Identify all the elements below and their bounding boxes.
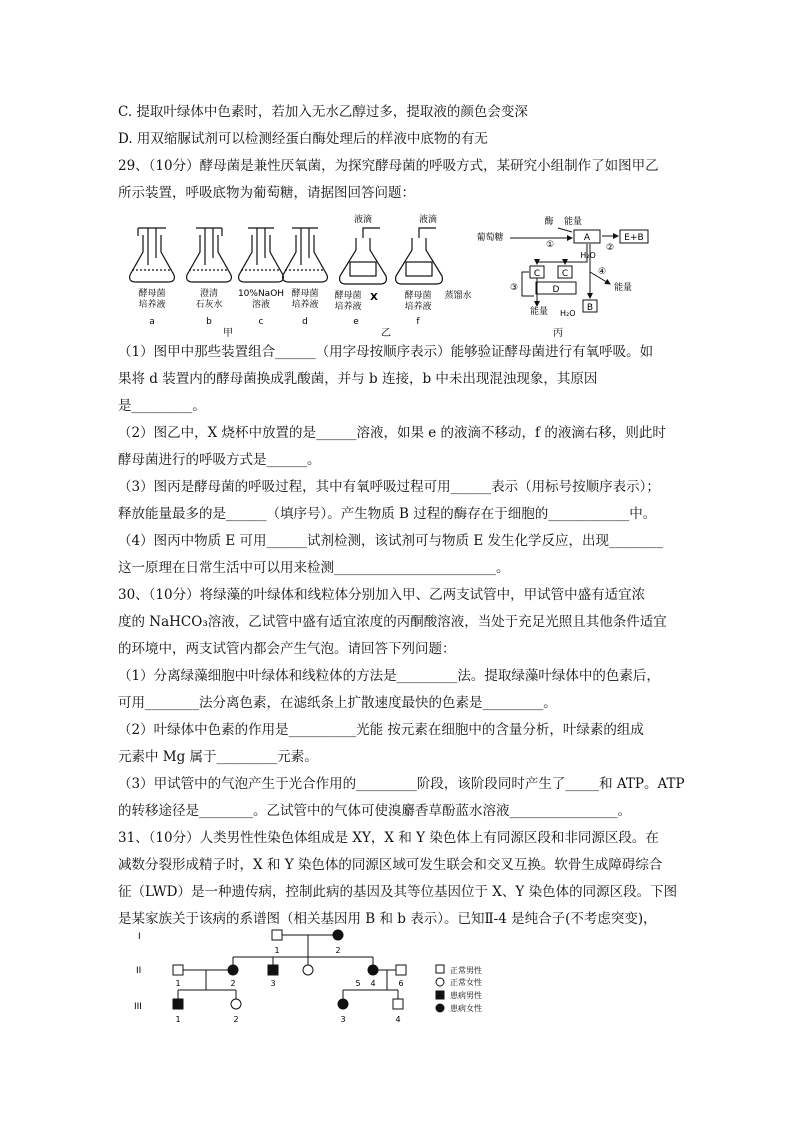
- pedigree-II3: [268, 965, 278, 975]
- pedigree-II4: [368, 965, 378, 975]
- flask-f-label2: 培养液: [404, 302, 432, 312]
- pathway-D: D: [552, 285, 560, 295]
- option-d: D. 用双缩脲试剂可以检测经蛋白酶处理后的样液中底物的有无: [118, 131, 488, 147]
- pathway-n2: ②: [605, 243, 615, 253]
- distilled-water-label: 蒸馏水: [444, 291, 472, 301]
- q29-stem-line2: 所示装置，呼吸底物为葡萄糖，请据图回答问题：: [118, 185, 415, 201]
- pedigree-III1: [173, 999, 183, 1009]
- pathway-h2o-bottom: H₂O: [560, 309, 576, 318]
- q29-2-line1: （2）图乙中，X 烧杯中放置的是______溶液，如果 e 的液滴不移动，f 的液滴右移，则此时: [118, 425, 666, 441]
- flask-d-letter: d: [302, 317, 308, 327]
- glucose-label: 葡萄糖: [476, 233, 504, 243]
- q29-4-line1: （4）图丙中物质 E 可用______试剂检测，该试剂可与物质 E 发生化学反应，出现________: [118, 533, 663, 549]
- pathway-A: A: [583, 233, 591, 243]
- q30-2-line2: 元素中 Mg 属于_________元素。: [118, 749, 318, 765]
- energy-label-right: 能量: [614, 283, 633, 293]
- apparatus-figure: [118, 210, 678, 340]
- q29-stem-line1: 29、（10分）酵母菌是兼性厌氧菌，为探究酵母菌的呼吸方式，某研究小组制作了如图甲乙: [118, 158, 659, 174]
- pedigree-II6: [396, 965, 406, 975]
- caption-yi: 乙: [381, 328, 391, 339]
- pedigree-II1: [173, 965, 183, 975]
- q31-stem-line3: 征（LWD）是一种遗传病，控制此病的基因及其等位基因位于 X、Y 染色体的同源区段。下图: [118, 884, 678, 900]
- q29-1-line2: 果将 d 装置内的酵母菌换成乳酸菌，并与 b 连接，b 中未出现混浊现象，其原因: [118, 371, 598, 387]
- q30-stem-line2: 度的 NaHCO₃溶液，乙试管中盛有适宜浓度的丙酮酸溶液，当处于充足光照且其他条件适宜: [118, 614, 667, 630]
- caption-bing: 丙: [553, 328, 563, 339]
- option-c: C. 提取叶绿体中色素时，若加入无水乙醇过多，提取液的颜色会变深: [118, 104, 528, 120]
- q31-stem-line1: 31、（10分）人类男性性染色体组成是 XY，X 和 Y 染色体上有同源区段和非同源区段。在: [118, 830, 659, 846]
- flask-a-letter: a: [149, 317, 155, 327]
- q30-3-line2: 的转移途径是________。乙试管中的气体可使溴麝香草酚蓝水溶液________________。: [118, 803, 631, 819]
- flask-d-label2: 培养液: [291, 300, 319, 310]
- pedigree-III2: [231, 999, 241, 1009]
- pathway-B: B: [586, 303, 594, 313]
- legend-normal-female: 正常女性: [450, 978, 482, 987]
- q30-1-line1: （1）分离绿藻细胞中叶绿体和线粒体的方法是_________法。提取绿藻叶绿体中的色素后，: [118, 668, 660, 684]
- flask-f-letter: f: [416, 317, 420, 327]
- pedigree-III4: [393, 999, 403, 1009]
- flask-e-label2: 培养液: [334, 302, 362, 312]
- flask-a: [130, 228, 175, 282]
- q30-2-line1: （2）叶绿体中色素的作用是__________光能 按元素在细胞中的含量分析，叶绿素的组成: [118, 722, 644, 738]
- num-III4: 4: [395, 1015, 401, 1024]
- num-III3: 3: [340, 1015, 346, 1024]
- num-II6: 6: [398, 979, 404, 988]
- flask-b-label1: 澄清: [199, 289, 219, 299]
- num-III2: 2: [233, 1015, 239, 1024]
- num-II4: 4: [370, 979, 376, 988]
- q29-4-line2: 这一原理在日常生活中可以用来检测________________________。: [118, 560, 510, 576]
- pedigree-II2: [228, 965, 238, 975]
- num-II2: 2: [230, 979, 236, 988]
- flask-f: [396, 228, 443, 284]
- pedigree-figure: [128, 925, 548, 1035]
- legend-affected-female: 患病女性: [450, 1004, 482, 1013]
- pathway-C2: C: [561, 269, 569, 279]
- pathway-n4: ④: [597, 267, 607, 277]
- q29-3-line1: （3）图丙是酵母菌的呼吸过程，其中有氧呼吸过程可用______表示（用标号按顺序表示）；: [118, 479, 660, 495]
- num-I2: 2: [335, 946, 341, 955]
- pathway-n3: ③: [509, 283, 519, 293]
- flask-f-label1: 酵母菌: [404, 291, 432, 301]
- q29-1-line1: （1）图甲中那些装置组合______（用字母按顺序表示）能够验证酵母菌进行有氧呼吸。如: [118, 344, 654, 360]
- pathway-h2o-top: H₂O: [580, 251, 596, 260]
- flask-e-drop-label: 液滴: [353, 215, 373, 225]
- num-II5: 5: [355, 979, 361, 988]
- flask-e: [340, 228, 387, 284]
- enzyme-label: 酶: [544, 217, 554, 227]
- pathway-C1: C: [533, 269, 541, 279]
- pedigree-I1: [272, 930, 282, 940]
- flask-c-letter: c: [258, 317, 264, 327]
- flask-c: [239, 228, 284, 282]
- q30-stem-line3: 的环境中，两支试管内都会产生气泡。请回答下列问题：: [118, 641, 456, 657]
- num-I1: 1: [274, 946, 280, 955]
- q29-3-line2: 释放能量最多的是______（填序号）。产生物质 B 过程的酶存在于细胞的____________中。: [118, 506, 657, 522]
- flask-d-label1: 酵母菌: [291, 289, 319, 299]
- q30-stem-line1: 30、（10分）将绿藻的叶绿体和线粒体分别加入甲、乙两支试管中，甲试管中盛有适宜浓: [118, 587, 646, 603]
- energy-label-bottom: 能量: [530, 307, 549, 317]
- caption-jia: 甲: [223, 328, 233, 339]
- pedigree-III3: [338, 999, 348, 1009]
- q30-1-line2: 可用________法分离色素，在滤纸条上扩散速度最快的色素是_________。: [118, 695, 557, 711]
- pedigree-I2: [333, 930, 343, 940]
- flask-b-letter: b: [206, 317, 212, 327]
- legend-affected-male: 患病男性: [450, 991, 482, 1000]
- flask-b: [187, 228, 232, 282]
- legend-normal-male: 正常男性: [450, 966, 482, 975]
- gen-II: II: [136, 966, 142, 976]
- beaker-x-label: X: [370, 292, 378, 303]
- q30-3-line1: （3）甲试管中的气泡产生于光合作用的_________阶段，该阶段同时产生了_____和 ATP。ATP: [118, 776, 685, 792]
- num-III1: 1: [175, 1015, 181, 1024]
- q31-stem-line4: 是某家族关于该病的系谱图（相关基因用 B 和 b 表示）。已知Ⅱ-4 是纯合子(不考虑突变)，: [118, 911, 657, 927]
- num-II1: 1: [175, 979, 181, 988]
- flask-e-label1: 酵母菌: [334, 291, 362, 301]
- pedigree-II-mid-female: [303, 965, 313, 975]
- flask-a-label1: 酵母菌: [138, 289, 166, 299]
- flask-d: [283, 228, 328, 282]
- flask-c-label2: 溶液: [251, 300, 271, 310]
- energy-label-top: 能量: [564, 217, 583, 227]
- q29-1-line3: 是_________。: [118, 398, 206, 414]
- flask-b-label2: 石灰水: [195, 300, 223, 310]
- flask-a-label2: 培养液: [138, 300, 166, 310]
- pathway-EB: E+B: [624, 233, 644, 243]
- flask-c-label1: 10%NaOH: [237, 289, 285, 299]
- pathway-n1: ①: [545, 240, 555, 250]
- num-II3: 3: [270, 979, 276, 988]
- flask-e-letter: e: [353, 317, 359, 327]
- flask-f-drop-label: 液滴: [418, 215, 438, 225]
- q29-2-line2: 酵母菌进行的呼吸方式是______。: [118, 452, 321, 468]
- gen-III: III: [134, 1002, 142, 1012]
- gen-I: I: [138, 932, 141, 942]
- q31-stem-line2: 减数分裂形成精子时，X 和 Y 染色体的同源区域可发生联会和交叉互换。软骨生成障碍综合: [118, 857, 663, 873]
